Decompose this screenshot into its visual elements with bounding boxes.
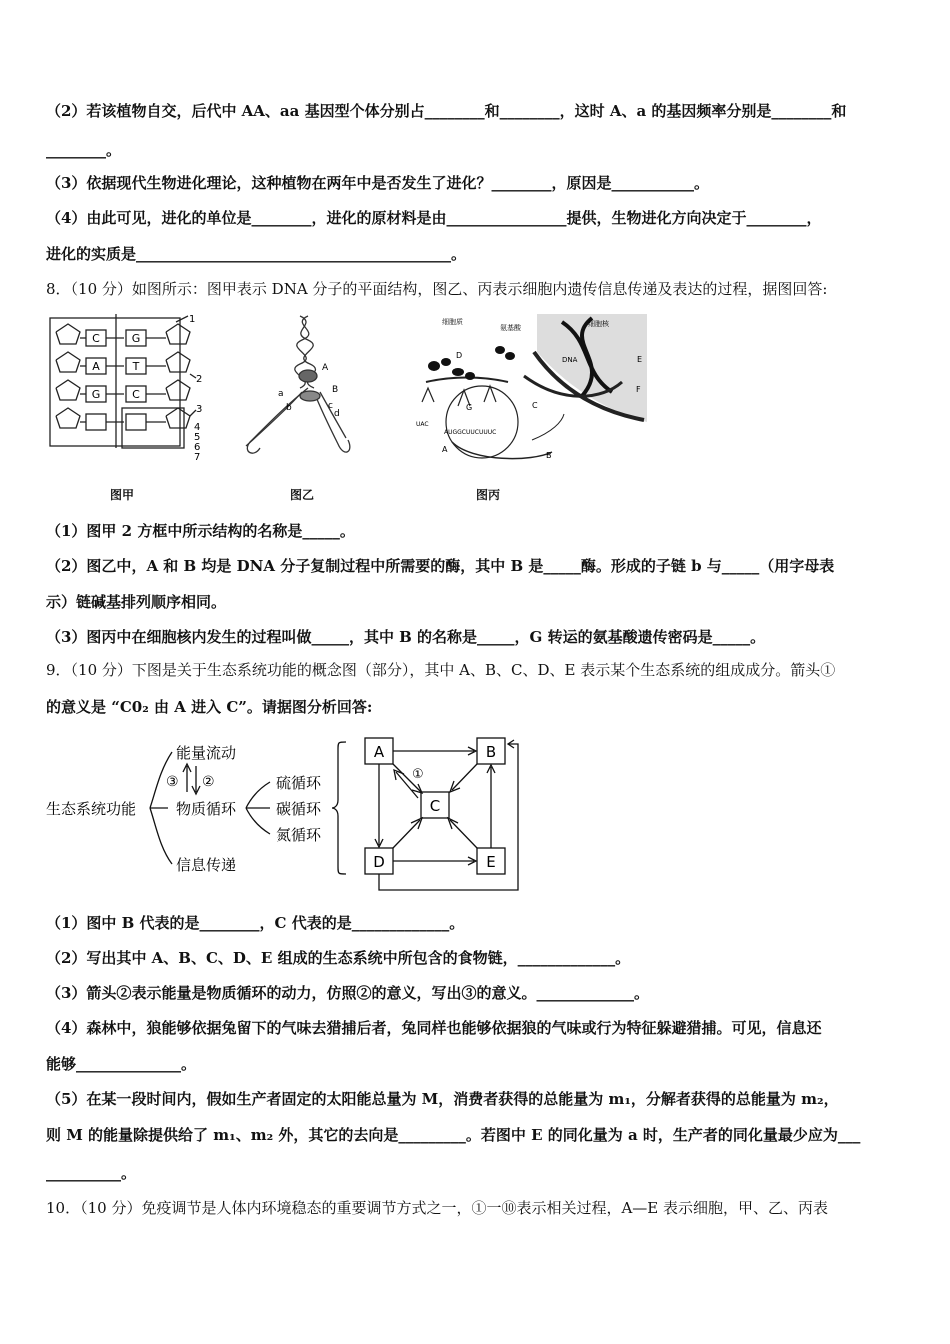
- text-line: 的意义是 “C0₂ 由 A 进入 C”。请据图分析回答:: [46, 698, 373, 716]
- root-label: 生态系统功能: [46, 800, 137, 818]
- label: G: [466, 403, 473, 412]
- number-label: 3: [196, 404, 203, 415]
- figure-bing-gene-expression: [412, 312, 647, 470]
- base-label: G: [131, 332, 141, 345]
- label: b: [286, 403, 292, 413]
- label: A: [442, 445, 448, 454]
- text-line: 进化的实质是__________________________________________。: [46, 245, 467, 263]
- label: 氨基酸: [500, 324, 521, 332]
- number-label: 7: [194, 452, 201, 462]
- text-line: （1）图中 B 代表的是________，C 代表的是_____________。: [46, 914, 465, 932]
- label: D: [456, 351, 463, 360]
- base-label: G: [91, 388, 101, 401]
- figure-jia-dna-structure: [46, 312, 206, 462]
- text-line: __________。: [46, 1164, 137, 1182]
- text-line: （3）依据现代生物进化理论，这种植物在两年中是否发生了进化？________，原因是___________。: [46, 174, 709, 192]
- number-label: 2: [196, 374, 203, 385]
- label: B: [546, 451, 552, 460]
- text-line: （3）箭头②表示能量是物质循环的动力，仿照②的意义，写出③的意义。_____________。: [46, 984, 649, 1002]
- base-label: C: [92, 332, 100, 345]
- text-line: 则 M 的能量除提供给了 m₁、m₂ 外，其它的去向是_________。若图中 E 的同化量为 a 时，生产者的同化量最少应为___: [46, 1126, 861, 1144]
- branch-label: 物质循环: [176, 800, 237, 818]
- node-label: C: [429, 797, 441, 815]
- label: c: [328, 401, 333, 411]
- label: 细胞核: [588, 320, 609, 328]
- text-line: （4）森林中，狼能够依据兔留下的气味去猎捕后者，兔同样也能够依据狼的气味或行为特征躲避猎捕。可见，信息还: [46, 1019, 822, 1037]
- label: UAC: [416, 421, 429, 428]
- label: C: [532, 401, 538, 410]
- branch-label: 信息传递: [176, 856, 237, 874]
- node-label: E: [486, 853, 496, 871]
- text-line: 能够______________。: [46, 1055, 197, 1073]
- figure-bing-caption: 图丙: [476, 488, 501, 502]
- question-10-stem: 10．（10 分）免疫调节是人体内环境稳态的重要调节方式之一，①一⑩表示相关过程，A—E 表示细胞，甲、乙、丙表: [46, 1199, 828, 1217]
- text-line: （5）在某一段时间内，假如生产者固定的太阳能总量为 M，消费者获得的总能量为 m₁，分解者获得的总能量为 m₂，: [46, 1090, 839, 1108]
- figure-yi-dna-replication: [230, 312, 360, 462]
- text-line: ________。: [46, 141, 122, 159]
- question-9-stem: 9．（10 分）下图是关于生态系统功能的概念图（部分），其中 A、B、C、D、E 表示某个生态系统的组成成分。箭头①: [46, 661, 836, 679]
- number-label: 5: [194, 432, 201, 443]
- text-line: （4）由此可见，进化的单位是________，进化的原材料是由________________提供，生物进化方向决定于________，: [46, 209, 822, 227]
- text-line: （2）图乙中，A 和 B 均是 DNA 分子复制过程中所需要的酶，其中 B 是_____酶。形成的子链 b 与_____（用字母表: [46, 557, 835, 575]
- figure-jia-caption: 图甲: [110, 488, 135, 502]
- arrow-label: ②: [202, 774, 215, 790]
- arrow-label: ③: [166, 774, 179, 790]
- branch-label: 能量流动: [176, 744, 237, 762]
- figure-ecosystem-concept-map: [40, 730, 540, 900]
- label: B: [332, 385, 339, 395]
- text-line: 示）链碱基排列顺序相同。: [46, 593, 227, 611]
- label: A: [322, 363, 329, 373]
- cycle-label: 碳循环: [276, 800, 322, 818]
- label: AUGGCUUCUUUC: [444, 429, 497, 436]
- number-label: 6: [194, 442, 201, 453]
- label: F: [636, 385, 641, 394]
- cycle-label: 硫循环: [276, 774, 322, 792]
- node-label: B: [485, 743, 497, 761]
- cycle-label: 氮循环: [276, 826, 322, 844]
- arrow-label: ①: [412, 767, 424, 782]
- label: 细胞质: [442, 318, 463, 326]
- label: a: [278, 389, 284, 399]
- label: E: [637, 355, 643, 364]
- text-line: （2）若该植物自交，后代中 AA、aa 基因型个体分别占________和________，这时 A、a 的基因频率分别是________和: [46, 102, 847, 120]
- number-label: 4: [194, 422, 201, 433]
- node-label: D: [373, 853, 385, 871]
- number-label: 1: [189, 314, 196, 325]
- text-line: （2）写出其中 A、B、C、D、E 组成的生态系统中所包含的食物链，_____________。: [46, 949, 631, 967]
- label: DNA: [562, 356, 578, 364]
- text-line: （3）图丙中在细胞核内发生的过程叫做_____，其中 B 的名称是_____，G 转运的氨基酸遗传密码是_____。: [46, 628, 766, 646]
- base-label: A: [92, 360, 100, 373]
- base-label: C: [132, 388, 140, 401]
- text-line: （1）图甲 2 方框中所示结构的名称是_____。: [46, 522, 355, 540]
- figure-yi-caption: 图乙: [290, 488, 315, 502]
- label: d: [334, 409, 340, 419]
- question-8-stem: 8．（10 分）如图所示：图甲表示 DNA 分子的平面结构，图乙、丙表示细胞内遗传信息传递及表达的过程，据图回答:: [46, 280, 828, 298]
- base-label: T: [132, 360, 140, 373]
- node-label: A: [373, 743, 385, 761]
